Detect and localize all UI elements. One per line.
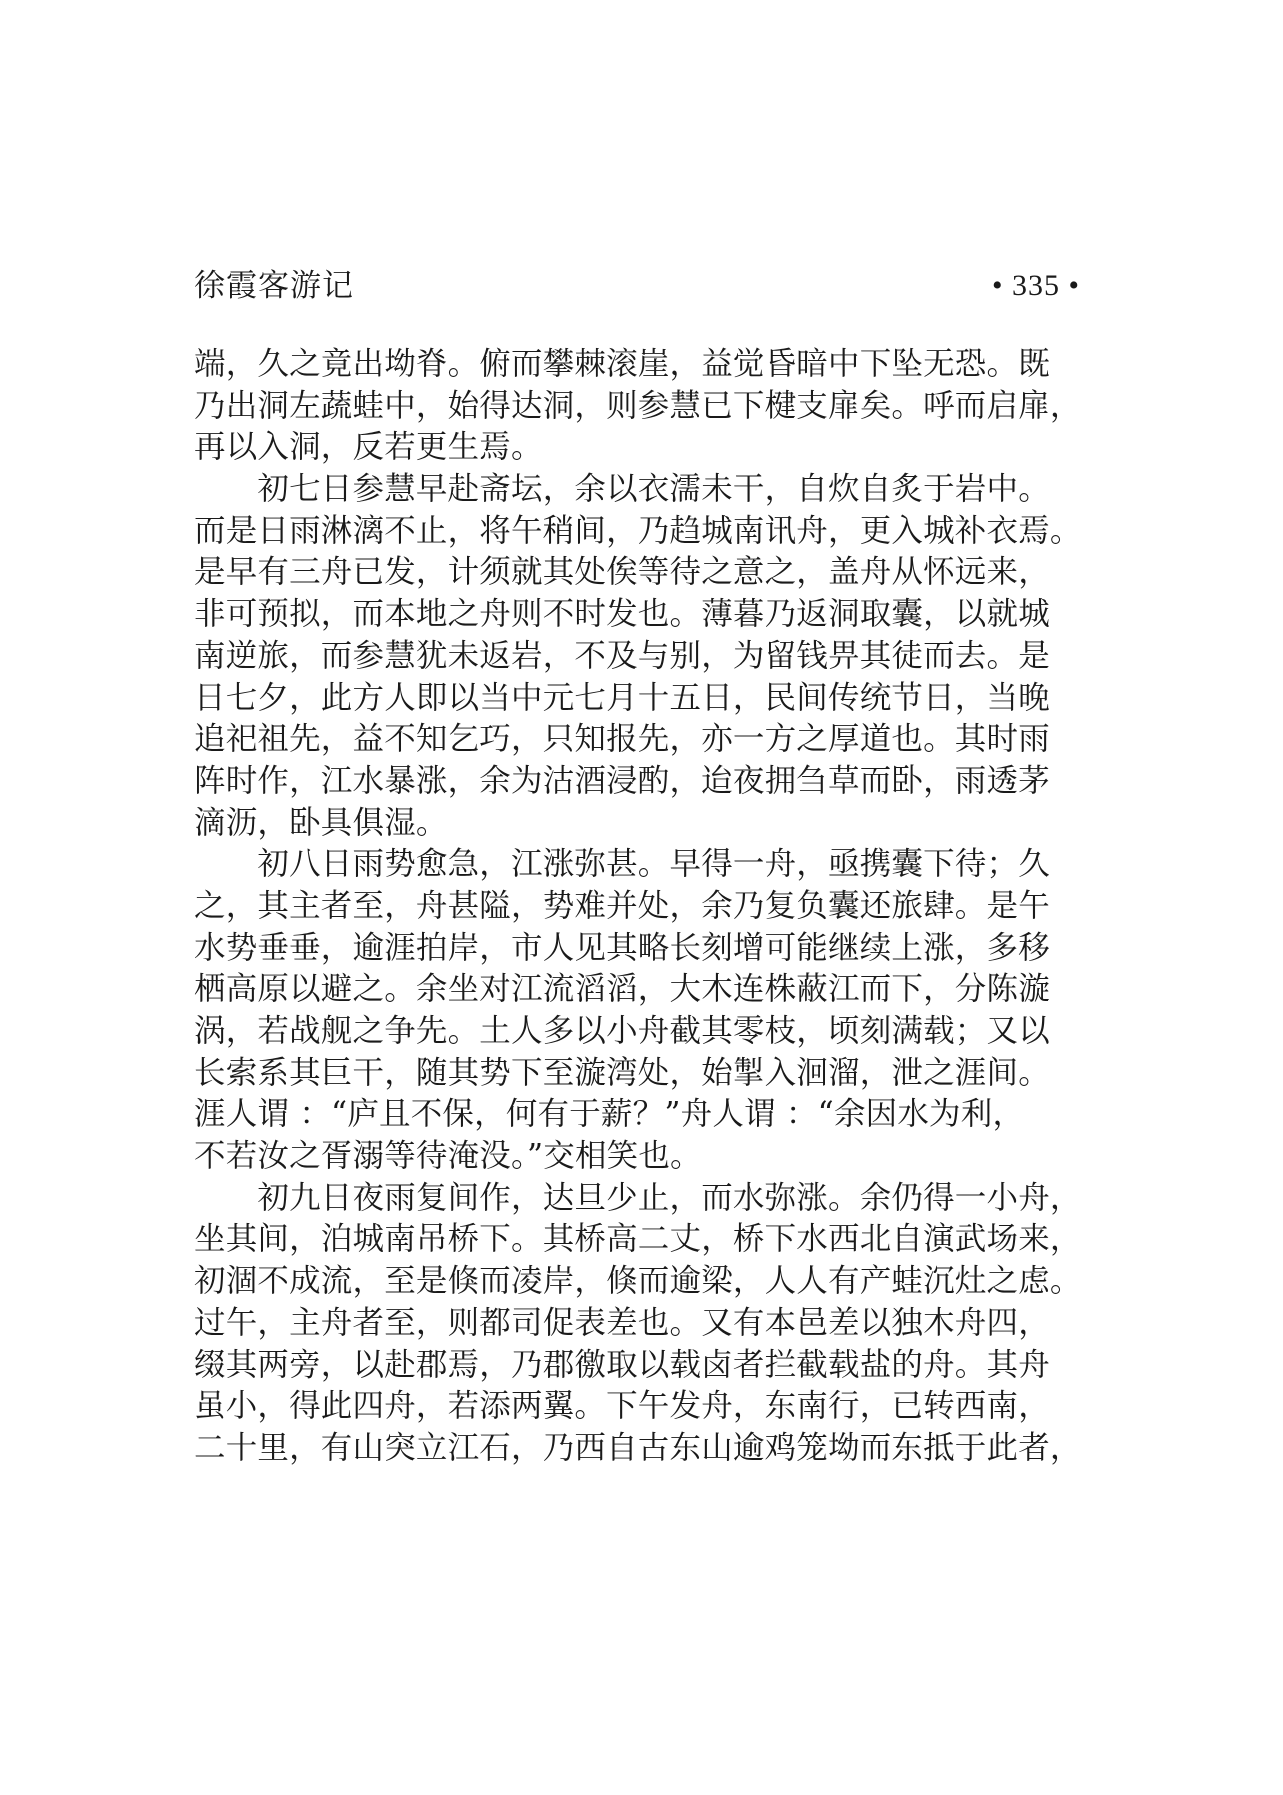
- text-line: 再以入洞，反若更生焉。: [194, 429, 543, 466]
- text-line: 是早有三舟已发，计须就其处俟等待之意之，盖舟从怀远来，: [194, 554, 1050, 591]
- text-line: 初八日雨势愈急，江涨弥甚。早得一舟，亟携囊下待；久: [194, 846, 1050, 883]
- text-line: 初七日参慧早赴斋坛，余以衣濡未干，自炊自炙于岩中。: [194, 471, 1050, 508]
- text-line: 追祀祖先，益不知乞巧，只知报先，亦一方之厚道也。其时雨: [194, 721, 1050, 758]
- text-line: 不若汝之胥溺等待淹没。”交相笑也。: [194, 1138, 702, 1175]
- text-line: 水势垂垂，逾涯拍岸，市人见其略长刻增可能继续上涨，多移: [194, 929, 1050, 966]
- text-line: 坐其间，泊城南吊桥下。其桥高二丈，桥下水西北自演武场来，: [194, 1221, 1082, 1258]
- text-line: 过午，主舟者至，则都司促表差也。又有本邑差以独木舟四，: [194, 1304, 1050, 1341]
- text-line: 日七夕，此方人即以当中元七月十五日，民间传统节日，当晚: [194, 679, 1050, 716]
- text-line: 栖高原以避之。余坐对江流滔滔，大木连株蔽江而下，分陈漩: [194, 971, 1050, 1008]
- text-line: 缀其两旁，以赴郡焉，乃郡徼取以载卤者拦截载盐的舟。其舟: [194, 1346, 1050, 1383]
- text-line: 长索系其巨干，随其势下至漩湾处，始掣入洄溜，泄之涯间。: [194, 1054, 1050, 1091]
- text-line: 滴沥，卧具俱湿。: [194, 804, 448, 841]
- text-line: 初涸不成流，至是倏而凌岸，倏而逾梁，人人有产蛙沉灶之虑。: [194, 1263, 1082, 1300]
- text-line: 非可预拟，而本地之舟则不时发也。薄暮乃返洞取囊，以就城: [194, 596, 1050, 633]
- text-line: 乃出洞左蔬蛙中，始得达洞，则参慧已下楗支扉矣。呼而启扉，: [194, 387, 1082, 424]
- page-number: • 335 •: [991, 269, 1080, 302]
- text-line: 二十里，有山突立江石，乃西自古东山逾鸡笼坳而东抵于此者，: [194, 1429, 1082, 1466]
- text-line: 虽小，得此四舟，若添两翼。下午发舟，东南行，已转西南，: [194, 1388, 1050, 1425]
- running-head: [194, 262, 1080, 310]
- text-line: 涯人谓 ：“庐且不保，何有于薪？”舟人谓 ：“余因水为利，: [194, 1096, 1025, 1133]
- text-line: 南逆旅，而参慧犹未返岩，不及与别，为留钱畀其徒而去。是: [194, 637, 1050, 674]
- text-line: 之，其主者至，舟甚隘，势难并处，余乃复负囊还旅肆。是午: [194, 887, 1050, 924]
- text-line: 阵时作，江水暴涨，余为沽酒浸酌，迨夜拥刍草而卧，雨透茅: [194, 762, 1050, 799]
- book-title: 徐霞客游记: [194, 268, 354, 304]
- text-line: 而是日雨淋漓不止，将午稍间，乃趋城南讯舟，更入城补衣焉。: [194, 512, 1082, 549]
- text-line: 端，久之竟出坳脊。俯而攀棘滚崖，益觉昏暗中下坠无恐。既: [194, 346, 1050, 382]
- text-line: 初九日夜雨复间作，达旦少止，而水弥涨。余仍得一小舟，: [194, 1179, 1082, 1216]
- text-line: 涡，若战舰之争先。土人多以小舟截其零枝，顷刻满载；又以: [194, 1013, 1050, 1049]
- body-text: [194, 344, 1104, 1470]
